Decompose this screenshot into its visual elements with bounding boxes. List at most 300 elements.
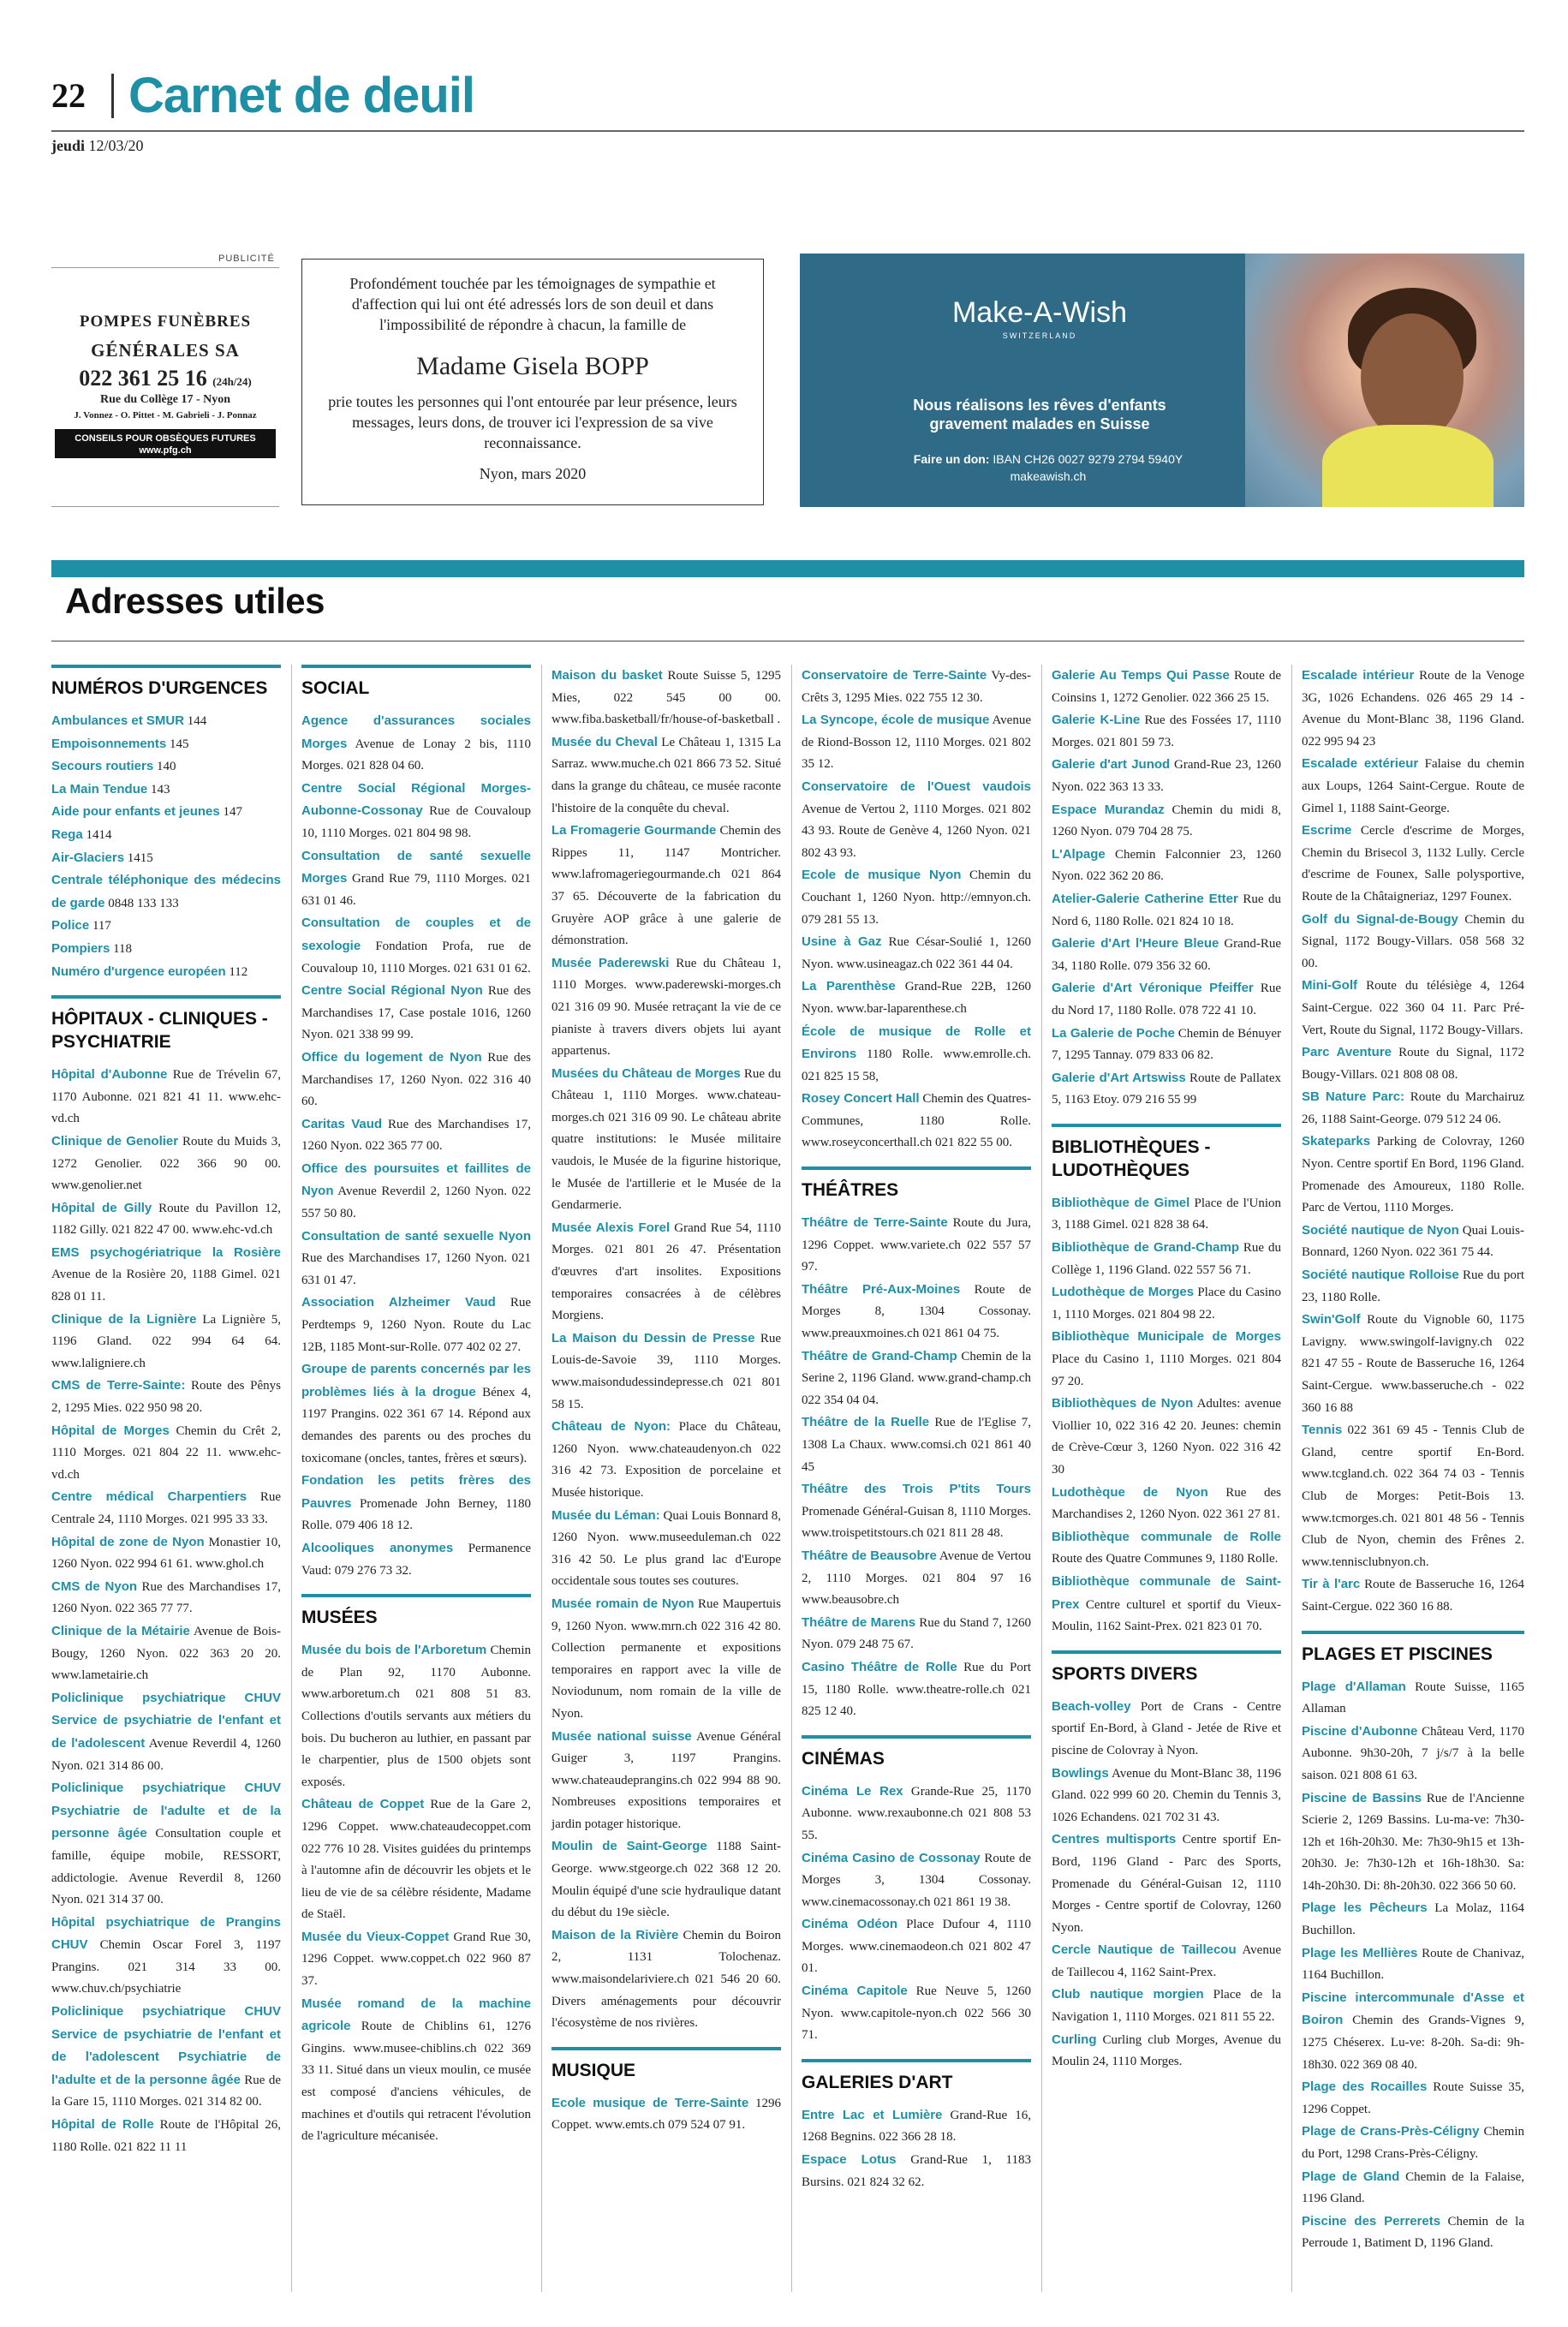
column-5 (1052, 665, 1281, 2073)
address-entry (1302, 2211, 1524, 2255)
address-entry (551, 731, 781, 820)
entry-name: Hôpital de Gilly (51, 1200, 152, 1215)
address-entry (51, 1420, 281, 1487)
entry-name: Cinéma Le Rex (802, 1783, 903, 1799)
entry-details: Route des Pênys 2, 1295 Mies. 022 950 98 20. (51, 1379, 282, 1416)
address-entry (1052, 1939, 1281, 1984)
entry-details: Chemin de la Falaise, 1196 Gland. (1302, 2169, 1524, 2206)
header-rule (51, 130, 1524, 132)
address-entry (51, 1242, 281, 1309)
entry-name: Office des poursuites et faillites de Nyon (301, 1161, 531, 1199)
entry-details: Rue des Marchandises 17, 1260 Nyon. 021 631 01 47. (301, 1251, 531, 1287)
entry-name: Fondation les petits frères des Pauvres (301, 1473, 531, 1511)
entry-details: Falaise du chemin aux Loups, 1264 Saint-Cergue. Route de Gimel 1, 1188 Saint-George. (1302, 757, 1525, 815)
entry-name: Maison du basket (551, 668, 663, 683)
entry-details: Consultation couple et famille, équipe mobile, RESSORT, addictologie. Avenue Reverdil 8, 1260 Nyon. 021 314 37 00. (51, 1827, 282, 1907)
address-entry (51, 1375, 281, 1419)
address-entry (51, 1531, 281, 1576)
address-entry (1052, 1281, 1281, 1326)
address-entry (51, 755, 281, 779)
entry-details: 112 (229, 964, 248, 979)
address-entry (1302, 1942, 1524, 1987)
entry-name: Plage de Crans-Près-Céligny (1302, 2124, 1480, 2139)
entry-details: 1188 Saint-George. www.stgeorge.ch 022 368 12 20. Moulin équipé d'une scie hydraulique datant du début du 19e siècle. (551, 1840, 781, 1920)
entry-details: Route de Basseruche 16, 1264 Saint-Cergue. 022 360 16 88. (1302, 1578, 1524, 1614)
entry-details: Promenade Général-Guisan 8, 1110 Morges. www.troispetitstours.ch 021 811 28 48. (802, 1504, 1031, 1541)
entry-details: Route de Morges 8, 1304 Cossonay. www.preauxmoines.ch 021 861 04 75. (802, 1282, 1031, 1341)
address-entry (51, 2114, 281, 2158)
entry-details: Vy-des-Crêts 3, 1295 Mies. 022 755 12 30. (802, 669, 1031, 705)
entry-details: Route du télésiège 4, 1264 Saint-Cergue. 022 360 04 11. Parc Pré-Vert, Route du Signal, 1172 Bougy-Villars. (1302, 979, 1524, 1037)
entry-name: Piscine d'Aubonne (1302, 1723, 1418, 1739)
entry-details: Grande-Rue 25, 1170 Aubonne. www.rexaubonne.ch 021 808 53 55. (802, 1784, 1031, 1842)
entry-name: Cinéma Casino de Cossonay (802, 1850, 981, 1865)
entry-details: 1415 (127, 850, 153, 865)
address-entry (1302, 1721, 1524, 1787)
entry-details: Port de Crans - Centre sportif En-Bord, à Gland - Jetée de Rive et piscine de Colovray à Nyon. (1052, 1699, 1281, 1757)
address-entry (301, 1113, 531, 1158)
entry-details: Rue des Fossées 17, 1110 Morges. 021 801 59 73. (1052, 713, 1282, 749)
entry-name: Cercle Nautique de Taillecou (1052, 1942, 1237, 1958)
entry-details: Route de Pallatex 5, 1163 Etoy. 079 216 55 99 (1052, 1071, 1281, 1107)
entry-name: Théâtre de Grand-Champ (802, 1348, 957, 1363)
address-entry (301, 1537, 531, 1582)
obituary-intro: Profondément touchée par les témoignages de sympathie et d'affection qui lui ont été adressés lors de son deuil et dans l'impossibilité de répondre à chacun, la famille de (349, 275, 716, 333)
address-entry (1302, 1987, 1524, 2076)
address-entry (1052, 1829, 1281, 1939)
address-entry (301, 1158, 531, 1226)
entry-details: Place du Casino 1, 1110 Morges. 021 804 98 22. (1052, 1286, 1282, 1322)
entry-details: Place du Château, 1260 Nyon. www.chateaudenyon.ch 022 316 42 73. Exposition de porcelaine et Musée historique. (551, 1420, 782, 1500)
entry-name: Théâtre de Beausobre (802, 1548, 937, 1563)
entry-name: Bibliothèque de Grand-Champ (1052, 1240, 1239, 1256)
entry-details: Route du Muids 3, 1272 Genolier. 022 366 90 00. www.genolier.net (51, 1134, 281, 1193)
address-entry (1302, 975, 1524, 1041)
entry-name: Swin'Golf (1302, 1312, 1361, 1328)
entry-details: Chemin de Bénuyer 7, 1295 Tannay. 079 833 06 82. (1052, 1026, 1281, 1063)
entry-name: Consultation de santé sexuelle Morges (301, 848, 531, 886)
address-entry (802, 1980, 1031, 2047)
address-entry (51, 801, 281, 824)
entry-name: Usine à Gaz (802, 934, 882, 950)
section-heading: BIBLIOTHÈQUES - LUDOTHÈQUES (1052, 1124, 1281, 1182)
entry-name: EMS psychogériatrique la Rosière (51, 1244, 281, 1260)
entry-details: Avenue de Lonay 2 bis, 1110 Morges. 021 828 04 60. (301, 737, 531, 773)
entry-name: Musée du Cheval (551, 734, 658, 749)
column-3 (551, 665, 781, 2137)
entry-name: École de musique de Rolle et Environs (802, 1023, 1031, 1062)
entry-details: Avenue de Taillecou 4, 1162 Saint-Prex. (1052, 1943, 1281, 1979)
child-dress (1322, 425, 1493, 507)
entry-details: Chemin de la Serine 2, 1196 Gland. www.grand-champ.ch 022 354 04 04. (802, 1349, 1032, 1407)
entry-name: Musée romain de Nyon (551, 1596, 695, 1611)
address-entry (1302, 1676, 1524, 1721)
entry-name: Club nautique morgien (1052, 1987, 1204, 2002)
entry-name: Bibliothèque de Gimel (1052, 1195, 1190, 1210)
address-entry (1052, 977, 1281, 1022)
address-entry (301, 778, 531, 845)
entry-details: Route de Chanivaz, 1164 Buchillon. (1302, 1946, 1524, 1983)
entry-name: Hôpital de zone de Nyon (51, 1534, 205, 1549)
makeawish-donation (851, 450, 1245, 485)
entry-details: Rue des Marchandises 17, 1260 Nyon. 022 365 77 77. (51, 1579, 281, 1616)
entry-name: Château de Nyon: (551, 1419, 671, 1435)
address-entry (1302, 1573, 1524, 1618)
entry-name: Ecole de musique Nyon (802, 868, 962, 883)
address-entry (1302, 1309, 1524, 1419)
entry-details: Route de Chiblins 61, 1276 Gingins. www.musee-chiblins.ch 022 369 33 11. Situé dans un vieux moulin, ce musée est composé d'anciens véhicules, de machines et d'outils qui retracent l'évolution de l'agriculture mécanisée. (301, 2020, 532, 2144)
entry-name: Musée Alexis Forel (551, 1220, 671, 1235)
entry-details: Rue du Port 15, 1180 Rolle. www.theatre-rolle.ch 021 825 12 40. (802, 1660, 1032, 1719)
entry-name: Clinique de Genolier (51, 1133, 179, 1149)
entry-name: Maison de la Rivière (551, 1927, 679, 1942)
entry-details: 1414 (86, 827, 112, 842)
entry-name: Atelier-Galerie Catherine Etter (1052, 891, 1238, 906)
pfg-phone-note: (24h/24) (212, 375, 252, 388)
entry-details: Grand-Rue 22B, 1260 Nyon. www.bar-laparenthese.ch (802, 980, 1031, 1016)
section-heading: SPORTS DIVERS (1052, 1650, 1281, 1686)
entry-name: Espace Lotus (802, 2152, 897, 2168)
makeawish-logo (937, 296, 1142, 340)
pfg-address: Rue du Collège 17 - Nyon (99, 393, 231, 406)
entry-name: Hôpital d'Aubonne (51, 1067, 168, 1083)
entry-name: Société nautique Rolloise (1302, 1268, 1459, 1283)
address-entry (301, 1226, 531, 1292)
column-4 (802, 665, 1031, 2193)
entry-name: Consultation de santé sexuelle Nyon (301, 1228, 531, 1244)
entry-details: Cercle d'escrime de Morges, Chemin du Brisecol 3, 1132 Lully. Cercle d'escrime de Founex, Salle polysportive, Route de la Châtaigneriaz, 1297 Founex. (1302, 824, 1524, 904)
entry-details: Bénex 4, 1197 Prangins. 022 361 67 14. Répond aux demandes des parents ou des proches du toxicomane (oncles, tantes, frères et sœurs). (301, 1385, 531, 1465)
address-entry (51, 733, 281, 756)
header-divider (111, 74, 114, 118)
pfg-names: J. Vonnez - O. Pittet - M. Gabrieli - J. Ponnaz (74, 410, 257, 421)
entry-details: 1180 Rolle. www.emrolle.ch. 021 825 15 58, (802, 1047, 1032, 1083)
entry-details: Route du Marchairuz 26, 1188 Saint-George. 079 512 24 06. (1302, 1090, 1524, 1126)
entry-name: SB Nature Parc: (1302, 1089, 1405, 1105)
entry-details: Rue Louis-de-Savoie 39, 1110 Morges. www.maisondudessindepresse.ch 021 801 58 15. (551, 1331, 781, 1411)
entry-name: Musée du Léman: (551, 1507, 660, 1523)
entry-name: Centrale téléphonique des médecins de garde (51, 873, 281, 910)
entry-details: Rue de l'Ancienne Scierie 2, 1269 Bassins. Lu-ma-ve: 7h30-12h et 16h-20h30. Me: 7h30-9h15 et 13h-20h30. Je: 7h30-12h et 16h-18h30. Sa: 14h-20h30. Di: 8h-20h30. 022 366 50 60. (1302, 1791, 1525, 1893)
entry-name: Musée Paderewski (551, 955, 670, 970)
address-entry (551, 1328, 781, 1416)
entry-details: Rue du Stand 7, 1260 Nyon. 079 248 75 67. (802, 1615, 1032, 1652)
entry-name: Théâtre de Marens (802, 1614, 916, 1630)
entry-details: Chemin du midi 8, 1260 Nyon. 079 704 28 75. (1052, 803, 1282, 839)
section-heading: PLAGES ET PISCINES (1302, 1631, 1524, 1666)
entry-details: Centre culturel et sportif du Vieux-Moulin, 1162 Saint-Prex. 021 823 01 70. (1052, 1597, 1282, 1634)
address-entry (1052, 1067, 1281, 1112)
entry-details: Place du Casino 1, 1110 Morges. 021 804 97 20. (1052, 1352, 1281, 1388)
entry-details: Route de Morges 3, 1304 Cossonay. www.cinemacossonay.ch 021 861 19 38. (802, 1851, 1031, 1909)
entry-name: Bibliothèques de Nyon (1052, 1396, 1194, 1411)
address-entry (301, 1047, 531, 1113)
entry-details: Chemin Oscar Forel 3, 1197 Prangins. 021 314 33 00. www.chuv.ch/psychiatrie (51, 1938, 282, 1996)
address-entry (1052, 1237, 1281, 1281)
address-entry (802, 1781, 1031, 1847)
entry-name: Bibliothèque communale de Rolle (1052, 1529, 1281, 1544)
address-entry (51, 1912, 281, 2001)
entry-name: Aide pour enfants et jeunes (51, 804, 220, 820)
address-entry (551, 1217, 781, 1328)
entry-name: Plage les Pêcheurs (1302, 1900, 1428, 1916)
obituary-body: prie toutes les personnes qui l'ont entourée par leur présence, leurs messages, leurs dons, de trouver ici l'expression de sa vive reconnaissance. (328, 393, 737, 451)
address-entry (301, 845, 531, 913)
entry-details: Rue des Marchandises 17, Case postale 1016, 1260 Nyon. 021 338 99 99. (301, 984, 531, 1042)
entry-details: Rue des Marchandises 17, 1260 Nyon. 022 365 77 00. (301, 1117, 532, 1154)
entry-name: Empoisonnements (51, 736, 167, 751)
entry-details: 022 361 69 45 - Tennis Club de Gland, centre sportif En-Bord. www.tcgland.ch. 022 364 74 03 - Tennis Club de Morges: Petit-Bois 13. www.tcmorges.ch. 021 801 48 56 - Tennis Club de Nyon, chemin des Frênes 2. www.tennisclubnyon.ch. (1302, 1423, 1524, 1569)
entry-name: Théâtre des Trois P'tits Tours (802, 1482, 1031, 1497)
entry-details: La Lignière 5, 1196 Gland. 022 994 64 64. www.laligniere.ch (51, 1312, 281, 1370)
address-entry (1052, 1571, 1281, 1638)
address-entry (1302, 909, 1524, 976)
makeawish-logo-text: Make-A-Wish (951, 296, 1128, 329)
entry-details: Chemin du Port, 1298 Crans-Près-Céligny. (1302, 2125, 1525, 2161)
address-entry (1302, 1220, 1524, 1264)
address-entry (551, 1593, 781, 1726)
address-entry (51, 1197, 281, 1242)
column-divider (791, 665, 792, 2292)
address-entry (551, 2092, 781, 2137)
entry-name: Ludothèque de Nyon (1052, 1484, 1208, 1500)
address-entry (802, 665, 1031, 709)
entry-details: Route du Jura, 1296 Coppet. www.variete.ch 022 557 57 97. (802, 1216, 1031, 1274)
entry-name: Musée romand de la machine agricole (301, 1996, 531, 2034)
address-entry (1302, 753, 1524, 820)
entry-details: Rue du Nord 17, 1180 Rolle. 078 722 41 10. (1052, 982, 1281, 1017)
address-entry (802, 1021, 1031, 1089)
section-heading: SOCIAL (301, 665, 531, 700)
entry-name: Bowlings (1052, 1765, 1109, 1781)
entry-details: Permanence Vaud: 079 276 73 32. (301, 1541, 532, 1578)
entry-name: Escalade extérieur (1302, 756, 1419, 772)
entry-name: Galerie d'Art Véronique Pfeiffer (1052, 981, 1254, 996)
entry-name: Piscine intercommunale d'Asse et Boiron (1302, 1990, 1524, 2028)
address-entry (802, 1612, 1031, 1656)
entry-name: Château de Coppet (301, 1797, 425, 1812)
address-entry (802, 864, 1031, 931)
address-entry (1302, 1787, 1524, 1898)
entry-details: Avenue de Vertou 2, 1110 Morges. 021 804 97 16 www.beausobre.ch (802, 1548, 1031, 1608)
entry-details: Place Dufour 4, 1110 Morges. www.cinemaodeon.ch 021 802 47 01. (802, 1918, 1031, 1976)
entry-name: Galerie d'Art Artswiss (1052, 1070, 1186, 1085)
entry-details: Avenue de Bois-Bougy, 1260 Nyon. 022 363 20 20. www.lametairie.ch (51, 1624, 281, 1683)
entry-details: Promenade John Berney, 1180 Rolle. 079 406 18 12. (301, 1496, 532, 1533)
page-number: 22 (51, 76, 86, 115)
column-divider (1041, 665, 1042, 2292)
entry-details: Route Suisse 5, 1295 Mies, 022 545 00 00. www.fiba.basketball/fr/house-of-basketball . (551, 669, 781, 727)
entry-details: Rue du Collège 1, 1196 Gland. 022 557 56 71. (1052, 1241, 1281, 1277)
makeawish-don-label: Faire un don: (913, 452, 990, 466)
pfg-phone: 022 361 25 16 (79, 366, 207, 391)
entry-details: Chemin des Quatres-Communes, 1180 Rolle. www.roseyconcerthall.ch 021 822 55 00. (802, 1092, 1032, 1150)
pfg-phone-line (51, 366, 279, 391)
address-entry (51, 1064, 281, 1131)
address-entry (51, 1620, 281, 1687)
makeawish-logo-sub: SWITZERLAND (1002, 331, 1077, 340)
address-entry (1052, 2029, 1281, 2073)
address-entry (51, 1687, 281, 1777)
entry-details: 118 (113, 941, 133, 956)
entry-details: Avenue de Vertou 2, 1110 Morges. 021 802 43 93. Route de Genève 4, 1260 Nyon. 021 802 43 93. (802, 802, 1031, 860)
address-entry (1302, 2121, 1524, 2165)
makeawish-web: makeawish.ch (1010, 469, 1087, 483)
column-divider (1291, 665, 1292, 2292)
address-entry (551, 952, 781, 1063)
address-entry (51, 779, 281, 802)
entry-details: Centre sportif En-Bord, 1196 Gland - Parc des Sports, Promenade du Général-Guisan 12, 1110 Morges - Centre sportif de Colovray, 1260 Nyon. (1052, 1833, 1281, 1935)
address-entry (1052, 709, 1281, 754)
entry-name: Policlinique psychiatrique CHUV Psychiatrie de l'adulte et de la personne âgée (51, 1781, 281, 1841)
makeawish-slogan: Nous réalisons les rêves d'enfants gravement malades en Suisse (913, 397, 1166, 433)
entry-details: Grand Rue 54, 1110 Morges. 021 801 26 47. Présentation d'œuvres d'art insolites. Expositions temporaires consacrées à de célèbres Morgiens. (551, 1220, 781, 1323)
section-heading: GALERIES D'ART (802, 2059, 1031, 2094)
entry-details: Rue du Château 1, 1110 Morges. www.paderewski-morges.ch 021 316 09 90. Musée retraçant la vie de ce pianiste à travers divers objets lui ayant appartenus. (551, 956, 782, 1059)
entry-name: CMS de Nyon (51, 1578, 138, 1594)
address-entry (1052, 799, 1281, 844)
address-entry (802, 2104, 1031, 2149)
entry-name: CMS de Terre-Sainte: (51, 1378, 186, 1393)
entry-details: 140 (156, 760, 176, 774)
entry-details: Rue du port 23, 1180 Rolle. (1302, 1268, 1524, 1304)
entry-name: Musée du Vieux-Coppet (301, 1929, 450, 1944)
entry-name: Parc Aventure (1302, 1045, 1392, 1060)
entry-name: Musées du Château de Morges (551, 1065, 741, 1081)
address-entry (802, 1411, 1031, 1478)
address-entry (301, 1358, 531, 1470)
entry-details: 117 (92, 919, 111, 934)
address-entry (51, 824, 281, 847)
entry-name: Plage les Mellières (1302, 1945, 1418, 1960)
entry-name: Théâtre de la Ruelle (802, 1415, 930, 1430)
address-entry (551, 1924, 781, 2035)
address-entry (301, 1470, 531, 1537)
address-entry (802, 1212, 1031, 1279)
entry-name: Alcooliques anonymes (301, 1540, 454, 1555)
address-entry (551, 1505, 781, 1593)
entry-name: Groupe de parents concernés par les problèmes liés à la drogue (301, 1362, 531, 1399)
address-entry (1302, 665, 1524, 753)
entry-name: Policlinique psychiatrique CHUV Service de psychiatrie de l'enfant et de l'adolescent (51, 1690, 281, 1751)
section-heading: MUSÉES (301, 1594, 531, 1629)
entry-details: 0848 133 133 (108, 896, 179, 910)
entry-name: Plage de Gland (1302, 2169, 1400, 2184)
entry-details: Rue Perdtemps 9, 1260 Nyon. Route du Lac 12B, 1185 Mont-sur-Rolle. 077 402 02 27. (301, 1296, 531, 1354)
entry-details: Avenue Général Guiger 3, 1197 Prangins. www.chateaudeprangins.ch 022 994 88 90. Nombreuses expositions temporaires et jardin potager historique. (551, 1729, 781, 1831)
address-entry (51, 869, 281, 915)
entry-details: Route des Quatre Communes 9, 1180 Rolle. (1052, 1552, 1279, 1566)
address-entry (802, 709, 1031, 776)
entry-details: Rue de la Gare 2, 1296 Coppet. www.chateaudecoppet.com 022 776 10 28. Visites guidées du printemps à l'automne afin de découvrir les objets et le lieu de vie de sa célèbre résidente, Madame de Staël. (301, 1798, 532, 1922)
entry-details: Rue des Marchandises 17, 1260 Nyon. 022 316 40 60. (301, 1050, 531, 1109)
address-entry (1302, 1264, 1524, 1309)
entry-details: Grand-Rue 23, 1260 Nyon. 022 363 13 33. (1052, 758, 1281, 794)
entry-details: Grand-Rue 16, 1268 Begnins. 022 366 28 18. (802, 2108, 1031, 2145)
entry-details: Rue César-Soulié 1, 1260 Nyon. www.usineagaz.ch 022 361 44 04. (802, 935, 1031, 971)
entry-details: Place de l'Union 3, 1188 Gimel. 021 828 38 64. (1052, 1196, 1282, 1232)
entry-details: Fondation Profa, rue de Couvaloup 10, 1110 Morges. 021 631 01 62. (301, 939, 532, 976)
pfg-ad[interactable] (51, 267, 279, 507)
address-entry (301, 1993, 531, 2148)
address-entry (51, 847, 281, 870)
entry-name: Plage des Rocailles (1302, 2079, 1428, 2095)
address-entry (51, 2001, 281, 2114)
entry-name: La Syncope, école de musique (802, 713, 990, 728)
entry-details: Chemin des Grands-Vignes 9, 1275 Chéserex. Lu-ve: 8-20h. Sa-di: 9h-18h30. 022 369 08 40. (1302, 2014, 1525, 2072)
pfg-line1: POMPES FUNÈBRES (79, 313, 252, 331)
entry-details: Avenue Reverdil 4, 1260 Nyon. 021 314 86 00. (51, 1736, 281, 1773)
entry-name: Office du logement de Nyon (301, 1049, 482, 1065)
address-entry (51, 1309, 281, 1375)
entry-name: Bibliothèque communale de Saint-Prex (1052, 1573, 1281, 1612)
address-entry (802, 931, 1031, 976)
entry-details: Le Château 1, 1315 La Sarraz. www.muche.ch 021 866 73 52. Situé dans la grange du château, ce musée raconte l'histoire de la conquête du cheval. (551, 735, 781, 815)
entry-details: Rue de Couvaloup 10, 1110 Morges. 021 804 98 98. (301, 804, 531, 840)
address-entry (51, 710, 281, 733)
entry-name: Escalade intérieur (1302, 668, 1415, 683)
address-entry (1052, 1192, 1281, 1237)
address-entry (1052, 1526, 1281, 1571)
address-entry (1302, 2166, 1524, 2211)
column-divider (541, 665, 542, 2292)
pfg-banner-text: CONSEILS POUR OBSÈQUES FUTURES (75, 433, 256, 444)
address-entry (802, 1847, 1031, 1914)
section-heading: NUMÉROS D'URGENCES (51, 665, 281, 700)
entry-name: Mini-Golf (1302, 978, 1357, 993)
address-entry (1052, 844, 1281, 888)
entry-name: Centres multisports (1052, 1832, 1177, 1847)
entry-name: Skateparks (1302, 1134, 1371, 1149)
entry-details: Route de l'Hôpital 26, 1180 Rolle. 021 822 11 11 (51, 2118, 282, 2154)
address-entry (802, 1545, 1031, 1612)
entry-name: Centre Social Régional Nyon (301, 983, 483, 999)
address-entry (551, 1416, 781, 1504)
entry-details: 147 (223, 805, 242, 820)
entry-name: Conservatoire de Terre-Sainte (802, 668, 987, 683)
child-face (1361, 313, 1464, 442)
entry-name: Théâtre de Terre-Sainte (802, 1215, 948, 1231)
address-entry (1052, 1393, 1281, 1481)
entry-details: 1296 Coppet. www.emts.ch 079 524 07 91. (551, 2096, 781, 2133)
makeawish-ad[interactable] (800, 254, 1524, 507)
address-entry (551, 820, 781, 952)
entry-name: La Main Tendue (51, 781, 148, 797)
entry-name: Clinique de la Lignière (51, 1311, 197, 1327)
entry-name: Casino Théâtre de Rolle (802, 1659, 957, 1674)
address-entry (1302, 1131, 1524, 1219)
obituary-name: Madame Gisela BOPP (416, 352, 649, 380)
entry-name: Société nautique de Nyon (1302, 1222, 1459, 1238)
entry-details: Avenue de Riond-Bosson 12, 1110 Morges. 021 802 35 12. (802, 713, 1031, 772)
address-entry (301, 1639, 531, 1793)
entry-name: La Galerie de Poche (1052, 1025, 1175, 1041)
address-entry (802, 1656, 1031, 1723)
entry-name: Galerie d'Art l'Heure Bleue (1052, 936, 1219, 952)
entry-details: Curling club Morges, Avenue du Moulin 24, 1110 Morges. (1052, 2032, 1281, 2069)
address-entry (1052, 1696, 1281, 1763)
entry-name: Hôpital psychiatrique de Prangins CHUV (51, 1914, 281, 1953)
address-entry (301, 1926, 531, 1993)
entry-name: Air-Glaciers (51, 850, 125, 865)
entry-details: Quai Louis-Bonnard, 1260 Nyon. 022 361 75 44. (1302, 1223, 1524, 1260)
entry-name: Numéro d'urgence européen (51, 964, 226, 979)
entry-name: Galerie K-Line (1052, 713, 1141, 728)
entry-name: Consultation de couples et de sexologie (301, 916, 531, 953)
entry-details: Chemin Falconnier 23, 1260 Nyon. 022 362 20 86. (1052, 847, 1281, 884)
section-bar (51, 560, 1524, 577)
address-entry (802, 776, 1031, 864)
